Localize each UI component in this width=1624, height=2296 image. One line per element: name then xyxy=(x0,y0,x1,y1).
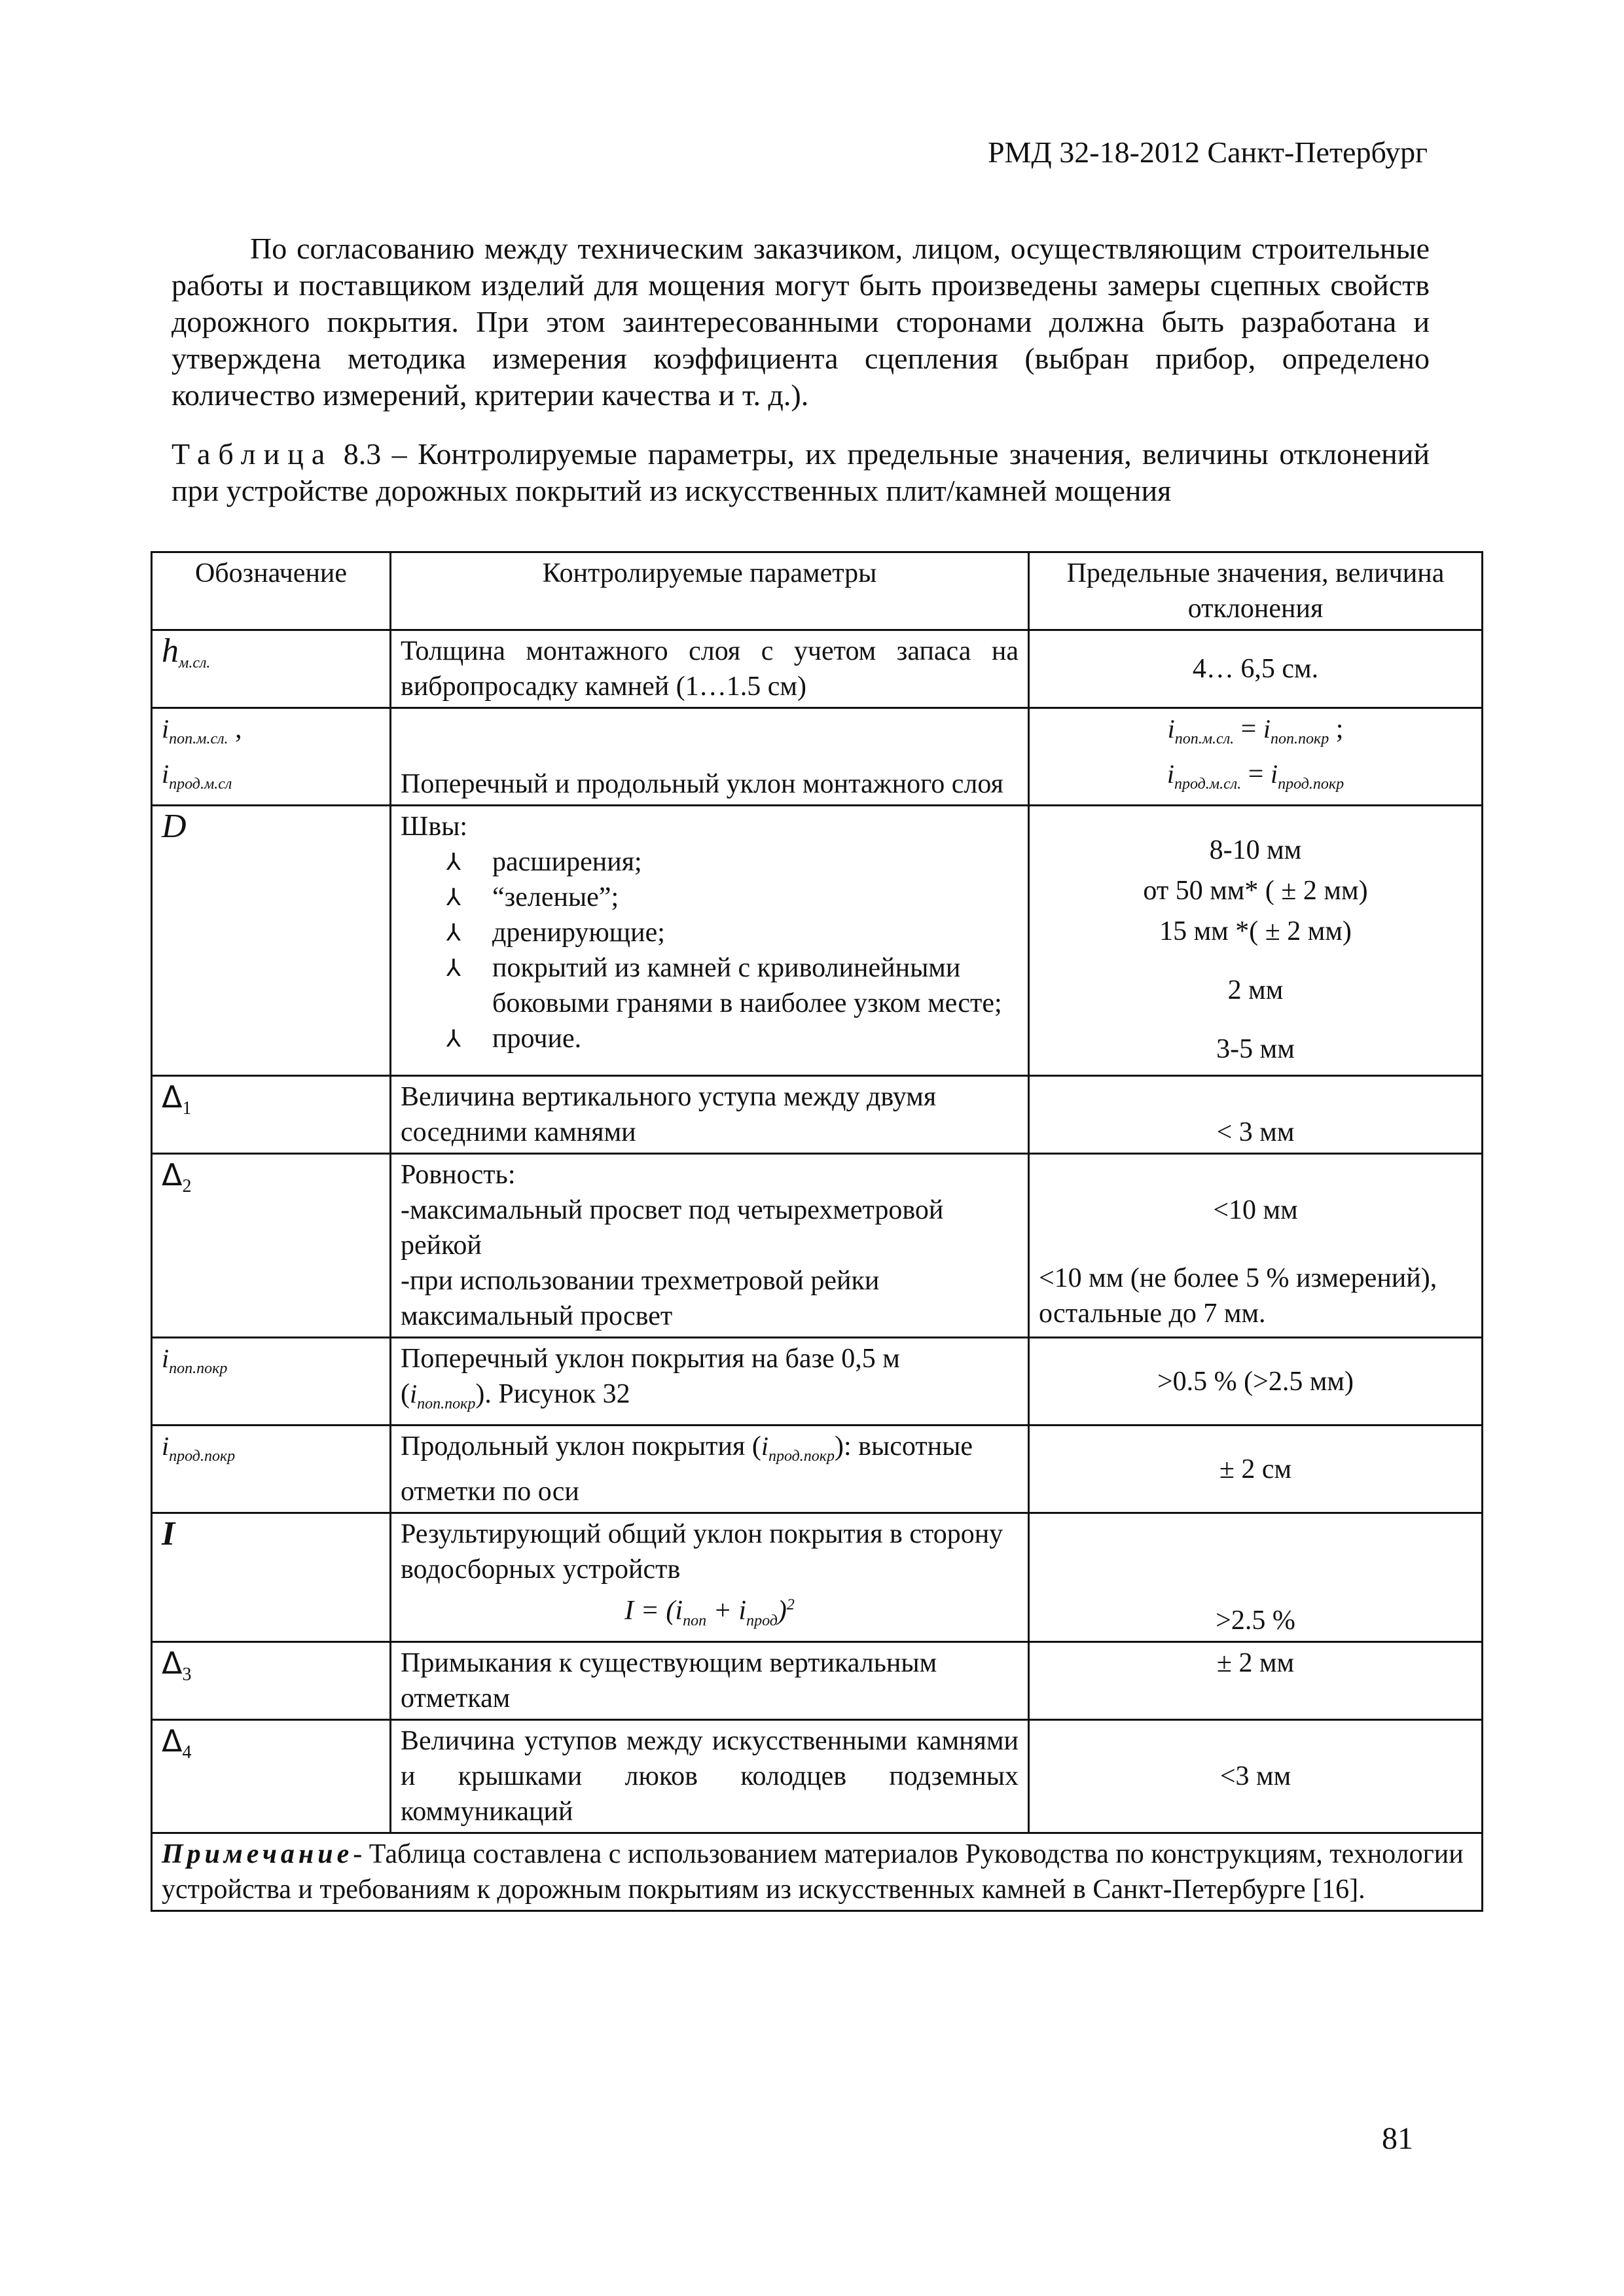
table-row xyxy=(152,1642,1483,1720)
symbol: i xyxy=(761,1431,768,1461)
value-cell: $i_{поп.м.сл.} = i_{поп.покр}$ ; $i_{прод.м.сл.} = i_{прод.покр}$ xyxy=(1029,708,1483,806)
table-caption xyxy=(171,436,1430,509)
parameter-line: -максимальный просвет под четырехметровой рейкой xyxy=(401,1195,944,1261)
page-number: 81 xyxy=(1382,2121,1413,2156)
designation-cell xyxy=(152,1338,391,1426)
bullet-arrow-icon: ⅄ xyxy=(446,884,461,910)
evenness-value: <10 мм xyxy=(1213,1195,1298,1225)
caption-text: 8.3 – Контролируемые параметры, их предельные значения, величины отклонений при устройстве дорожных покрытий из искусственных плит/камней мощения xyxy=(171,437,1430,507)
symbol-subscript: 1 xyxy=(182,1098,192,1119)
symbol: i xyxy=(1270,759,1278,789)
symbol: Δ xyxy=(162,1079,183,1115)
list-item-text: дренирующие; xyxy=(492,918,665,948)
list-item xyxy=(446,1021,1019,1056)
parameter-cell: Толщина монтажного слоя с учетом запаса на вибропросадку камней (1…1.5 см) xyxy=(391,630,1029,708)
note-text: - Таблица составлена с использованием материалов Руководства по конструкциям, технологии устройства и требованиям к дорожным покрытиям из искусственных камней в Санкт-Петербурге [16]. xyxy=(162,1839,1464,1905)
designation-cell xyxy=(152,630,391,708)
seam-value: 2 мм xyxy=(1227,975,1284,1005)
designation-cell xyxy=(152,1513,391,1642)
symbol-subscript: прод.покр xyxy=(768,1448,835,1465)
parameter-cell: Примыкания к существующим вертикальным отметкам xyxy=(391,1642,1029,1720)
document-header: РМД 32-18-2012 Санкт-Петербург xyxy=(987,135,1428,169)
header-limits: Предельные значения, величина отклонения xyxy=(1029,552,1483,630)
parameter-text: ): высотные отметки по оси xyxy=(401,1431,973,1507)
list-item-text: “зеленые”; xyxy=(492,882,619,912)
symbol-subscript: прод.м.сл. xyxy=(1174,776,1242,793)
table-header-row xyxy=(152,552,1483,630)
parameter-line: ). Рисунок 32 xyxy=(475,1379,630,1409)
symbol: i xyxy=(1166,759,1174,789)
symbol-subscript: поп.покр xyxy=(169,1360,228,1377)
symbol: Δ xyxy=(162,1645,183,1681)
symbol: i xyxy=(162,759,170,789)
symbol-subscript: 3 xyxy=(182,1664,192,1685)
parameter-cell xyxy=(391,806,1029,1076)
value-cell: >2.5 % xyxy=(1029,1513,1483,1642)
seam-value: 15 мм *( ± 2 мм) xyxy=(1159,916,1352,946)
designation-cell xyxy=(152,1720,391,1833)
table-row xyxy=(152,1154,1483,1338)
parameters-table xyxy=(151,551,1483,1912)
parameter-text: Результирующий общий уклон покрытия в сторону водосборных устройств xyxy=(401,1519,1003,1585)
bullet-arrow-icon: ⅄ xyxy=(446,849,461,875)
caption-label: Таблица xyxy=(171,437,333,471)
value-cell: 4… 6,5 см. xyxy=(1029,630,1483,708)
symbol-subscript: 4 xyxy=(182,1742,192,1763)
symbol-subscript: м.сл. xyxy=(179,655,211,672)
parameter-text: Продольный уклон покрытия ( xyxy=(401,1431,761,1462)
symbol: i xyxy=(1263,714,1271,744)
header-designation: Обозначение xyxy=(152,552,391,630)
symbol: i xyxy=(162,714,170,744)
list-item-text: расширения; xyxy=(492,847,642,877)
value-cell: ± 2 см xyxy=(1029,1426,1483,1513)
note-label: Примечание xyxy=(162,1839,353,1870)
designation-cell xyxy=(152,1426,391,1513)
designation-cell xyxy=(152,1642,391,1720)
symbol-subscript: поп.покр xyxy=(1270,730,1329,747)
symbol: i xyxy=(162,1344,170,1373)
seams-title: Швы: xyxy=(401,812,468,842)
designation-cell: $i_{поп.м.сл.}$ , $i_{прод.м.сл}$ xyxy=(152,708,391,806)
symbol-subscript: прод.м.сл xyxy=(169,776,232,793)
bullet-arrow-icon: ⅄ xyxy=(446,920,461,946)
symbol-subscript: 2 xyxy=(182,1176,192,1197)
formula-subscript: поп xyxy=(683,1612,707,1630)
value-cell: <3 мм xyxy=(1029,1720,1483,1833)
slope-formula xyxy=(401,1587,1019,1638)
list-item xyxy=(446,915,1019,950)
intro-text: По согласованию между техническим заказчиком, лицом, осуществляющим строительные работы и поставщиком изделий для мощения могут быть произведены замеры сцепных свойств дорожного покрытия. При этом заинтересованными сторонами должна быть разработана и утверждена методика измерения коэффициента сцепления (выбран прибор, определено количество измерений, критерии качества и т. д.). xyxy=(171,232,1430,412)
value-cell: ± 2 мм xyxy=(1029,1642,1483,1720)
designation-cell xyxy=(152,1076,391,1154)
symbol: D xyxy=(162,808,187,845)
formula-subscript: прод xyxy=(746,1612,778,1630)
symbol: i xyxy=(162,1431,170,1461)
bullet-arrow-icon: ⅄ xyxy=(446,955,461,981)
formula-superscript: 2 xyxy=(786,1596,795,1613)
table-row xyxy=(152,1338,1483,1426)
formula-part: I = (i xyxy=(624,1596,683,1626)
parameter-line: Ровность: xyxy=(401,1160,516,1190)
value-cell xyxy=(1029,806,1483,1076)
seam-value: 8-10 мм xyxy=(1209,835,1302,865)
formula-part: + i xyxy=(706,1596,747,1626)
table-row xyxy=(152,1076,1483,1154)
table-row xyxy=(152,1720,1483,1833)
parameter-cell xyxy=(391,1426,1029,1513)
seam-value: от 50 мм* ( ± 2 мм) xyxy=(1143,876,1368,906)
symbol: i xyxy=(410,1379,418,1408)
list-item xyxy=(446,950,1019,1021)
list-item-text: покрытий из камней с криволинейными боковыми гранями в наиболее узком месте; xyxy=(492,953,1002,1018)
designation-cell xyxy=(152,806,391,1076)
evenness-value: <10 мм (не более 5 % измерений), остальные до 7 мм. xyxy=(1039,1263,1437,1329)
symbol-subscript: поп.м.сл. xyxy=(169,730,228,747)
parameter-cell xyxy=(391,1154,1029,1338)
intro-paragraph xyxy=(171,230,1430,414)
formula-part: ) xyxy=(777,1596,787,1626)
parameter-line: -при использовании трехметровой рейки максимальный просвет xyxy=(401,1266,880,1331)
parameter-cell: Величина уступов между искусственными камнями и крышками люков колодцев подземных коммуникаций xyxy=(391,1720,1029,1833)
symbol-subscript: поп.покр xyxy=(417,1395,476,1412)
symbol: h xyxy=(162,632,179,670)
symbol: I xyxy=(162,1515,175,1552)
table-row xyxy=(152,1426,1483,1513)
table-row xyxy=(152,806,1483,1076)
parameter-line: Поперечный уклон покрытия на базе 0,5 м xyxy=(401,1344,900,1374)
parameter-cell: Поперечный уклон покрытия на базе 0,5 м $(i_{поп.покр})$. Рисунок 32 xyxy=(391,1338,1029,1426)
value-cell: < 3 мм xyxy=(1029,1076,1483,1154)
symbol: i xyxy=(1167,714,1175,744)
value-cell: >0.5 % (>2.5 мм) xyxy=(1029,1338,1483,1426)
table-row xyxy=(152,708,1483,806)
parameter-cell: Поперечный и продольный уклон монтажного слоя xyxy=(391,708,1029,806)
seams-list xyxy=(401,844,1019,1056)
bullet-arrow-icon: ⅄ xyxy=(446,1026,461,1052)
symbol-subscript: прод.покр xyxy=(169,1448,236,1465)
parameter-cell xyxy=(391,1513,1029,1642)
symbol: Δ xyxy=(162,1723,183,1759)
designation-cell xyxy=(152,1154,391,1338)
symbol-subscript: поп.м.сл. xyxy=(1174,730,1235,747)
header-parameters: Контролируемые параметры xyxy=(391,552,1029,630)
list-item xyxy=(446,880,1019,915)
value-cell xyxy=(1029,1154,1483,1338)
seam-value: 3-5 мм xyxy=(1216,1034,1295,1064)
table-note xyxy=(152,1833,1483,1911)
symbol: Δ xyxy=(162,1157,183,1193)
table-note-row xyxy=(152,1833,1483,1911)
table-row xyxy=(152,1513,1483,1642)
symbol-subscript: прод.покр xyxy=(1278,776,1344,793)
list-item xyxy=(446,844,1019,880)
parameter-cell: Величина вертикального уступа между двумя соседними камнями xyxy=(391,1076,1029,1154)
list-item-text: прочие. xyxy=(492,1024,582,1054)
table-row xyxy=(152,630,1483,708)
